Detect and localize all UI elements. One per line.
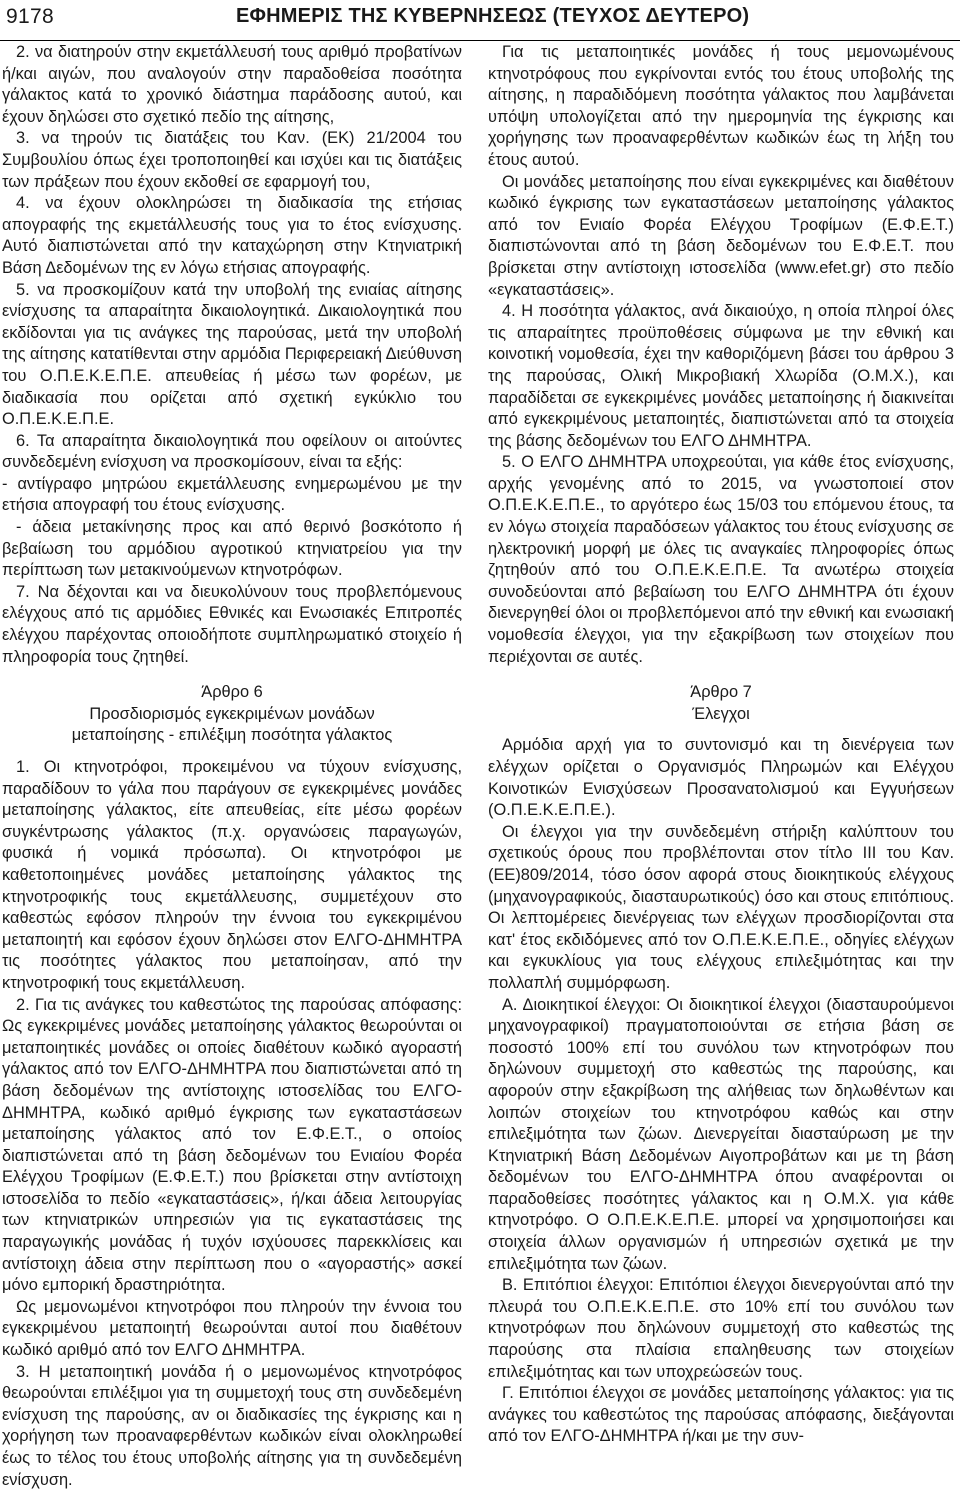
- document-body: [0, 40, 960, 1489]
- paragraph: Οι μονάδες μεταποίησης που είναι εγκεκριμένες και διαθέτουν κωδικό έγκρισης των εγκαταστάσεων μεταποίησης γάλακτος από τον Ενιαίο Φορέα Ελέγχου Τροφίμων (Ε.Φ.Ε.Τ.) διαπιστώνονται από τη βάση δεδομένων του Ε.Φ.Ε.Τ. που βρίσκεται στην αντίστοιχη ιστοσελίδα (www.efet.gr) στο πεδίο «εγκαταστάσεις».: [488, 172, 954, 299]
- paragraph: - άδεια μετακίνησης προς και από θερινό βοσκότοπο ή βεβαίωση του αρμόδιου αγροτικού κτηνιατρείου για την περίπτωση των μετακινούμενων κτηνοτρόφων.: [2, 518, 462, 580]
- paragraph: Οι έλεγχοι για την συνδεδεμένη στήριξη καλύπτουν του σχετικούς όρους που προβλέπονται στον τίτλο III του Καν. (ΕΕ)809/2014, τόσο όσον αφορά στους διοικητικούς ελέγχους (μηχανογραφικούς, διασταυρωτικούς) όσο και στους επιτόπιους. Οι λεπτομέρειες διενέργειας των ελέγχων προσδιορίζονται στα κατ' έτος εκδιδόμενες από τον Ο.Π.Ε.Κ.Ε.Π.Ε., οδηγίες ελέγχων και εγκυκλίους για τους ελέγχους επιλεξιμότητας και την πολλαπλή συμμόρφωση.: [488, 822, 954, 992]
- article-title: Άρθρο 7: [690, 683, 752, 702]
- paragraph: 2. να διατηρούν στην εκμετάλλευσή τους αριθμό προβατίνων ή/και αιγών, που αναλογούν στην παραδοθείσα ποσότητα γάλακτος κατά το χρονικό διάστημα παράδοσης αυτού, και έχουν δηλώσει στο σχετικό πεδίο της αίτησης,: [2, 43, 462, 126]
- paragraph: 2. Για τις ανάγκες του καθεστώτος της παρούσας απόφασης: Ως εγκεκριμένες μονάδες μεταποίησης γάλακτος θεωρούνται οι μεταποιητικές μονάδες οι οποίες διαθέτουν κωδικό αγοραστή γάλακτος από τον ΕΛΓΟ-ΔΗΜΗΤΡΑ που διαπιστώνεται από τη βάση δεδομένων της αντίστοιχης ιστοσελίδας του ΕΛΓΟ-ΔΗΜΗΤΡΑ, κωδικό αριθμό έγκρισης των εγκαταστάσεων μεταποίησης γάλακτος από τον Ε.Φ.Ε.Τ., ο οποίος διαπιστώνεται από τη βάση δεδομένων του Ενιαίου Φορέα Ελέγχου Τροφίμων (Ε.Φ.Ε.Τ.) που βρίσκεται στην αντίστοιχη ιστοσελίδα το πεδίο «εγκαταστάσεις», ή/και άδεια λειτουργίας των κτηνιατρικών υπηρεσιών για τις εγκαταστάσεις της παραγωγικής μονάδας ή τυχόν ισχύουσες παρεκκλίσεις και αντίστοιχη άδεια στην περίπτωση που ο «αγοραστής» ασκεί μόνο εμπορική δραστηριότητα.: [2, 995, 462, 1295]
- paragraph: Γ. Επιτόπιοι έλεγχοι σε μονάδες μεταποίησης γάλακτος: για τις ανάγκες του καθεστώτος της παρούσας απόφασης, διεξάγονται από τον ΕΛΓΟ-ΔΗΜΗΤΡΑ ή/και με την συν-: [488, 1384, 954, 1446]
- paragraph: 4. να έχουν ολοκληρώσει τη διαδικασία της ετήσιας απογραφής της εκμετάλλευσής τους για το έτος ενίσχυσης. Αυτό διαπιστώνεται από την καταχώρηση στην Κτηνιατρική Βάση Δεδομένων της εν λόγω ετήσιας απογραφής.: [2, 194, 462, 277]
- page-number: 9178: [6, 5, 54, 28]
- paragraph: 1. Οι κτηνοτρόφοι, προκειμένου να τύχουν ενίσχυσης, παραδίδουν το γάλα που παράγουν σε εγκεκριμένες μονάδες μεταποίησης γάλακτος, είτε απευθείας, είτε μέσω φορέων συγκέντρωσης γάλακτος (π.χ. οργανώσεις παραγωγών, φυσικά ή νομικά πρόσωπα). Οι κτηνοτρόφοι με καθετοποιημένες μονάδες μεταποίησης γάλακτος της κτηνοτροφικής τους εκμετάλλευσης, συμμετέχουν στο καθεστώς εφόσον πληρούν την έννοια του εγκεκριμένου μεταποιητή και εφόσον έχουν δηλώσει στον ΕΛΓΟ-ΔΗΜΗΤΡΑ τις ποσότητες γάλακτος που μεταποίησαν, από την κτηνοτροφική τους εκμετάλλευση.: [2, 758, 462, 992]
- page-header: [0, 0, 960, 41]
- article-7-heading: [488, 682, 954, 725]
- paragraph: 3. να τηρούν τις διατάξεις του Καν. (ΕΚ) 21/2004 του Συμβουλίου όπως έχει τροποποιηθεί και ισχύει και τις διατάξεις των πράξεων που έχουν εκδοθεί σε εφαρμογή του,: [2, 129, 462, 191]
- paragraph: 3. Η μεταποιητική μονάδα ή ο μεμονωμένος κτηνοτρόφος θεωρούνται επιλέξιμοι για τη συμμετοχή τους στη συνδεδεμένη ενίσχυση της παρούσης, αν οι διαδικασίες της έγκρισης και η χορήγηση των προαναφερθέντων κωδικών είναι ολοκληρωθεί έως το τέλος του έτους υποβολής αίτησης για τη συνδεδεμένη ενίσχυση.: [2, 1362, 462, 1489]
- paragraph: Αρμόδια αρχή για το συντονισμό και τη διενέργεια των ελέγχων ορίζεται ο Οργανισμός Πληρωμών και Ελέγχου Κοινοτικών Ενισχύσεων Προσανατολισμού και Εγγυήσεων (Ο.Π.Ε.Κ.Ε.Π.Ε.).: [488, 736, 954, 820]
- paragraph: 4. Η ποσότητα γάλακτος, ανά δικαιούχο, η οποία πληροί όλες τις απαραίτητες προϋποθέσεις σύμφωνα με την εθνική και κοινοτική νομοθεσία, έχει την καθοριζόμενη βάσει του άρθρου 3 της παρούσας, Ολική Μικροβιακή Χλωρίδα (Ο.Μ.Χ.), και παραδίδεται σε εγκεκριμένες μονάδες μεταποίησης ή διακινείται από εγκεκριμένους μεταποιητές, διαπιστώνεται από τα στοιχεία της βάσης δεδομένων του ΕΛΓΟ ΔΗΜΗΤΡΑ.: [488, 302, 954, 450]
- paragraph: Για τις μεταποιητικές μονάδες ή τους μεμονωμένους κτηνοτρόφους που εγκρίνονται εντός του έτους υποβολής της αίτησης, η παραδιδόμενη ποσότητα γάλακτος που λαμβάνεται υπόψη υπολογίζεται από την ημερομηνία της έγκρισης και χορήγησης των προαναφερθέντων κωδικών έως τη λήξη του έτους αυτού.: [488, 43, 954, 169]
- paragraph: 5. να προσκομίζουν κατά την υποβολή της ενιαίας αίτησης ενίσχυσης τα απαραίτητα δικαιολογητικά. Δικαιολογητικά που εκδίδονται για τις ανάγκες της παρούσας, μετά την υποβολή της αίτησης κατατίθενται στην αρμόδια Περιφερειακή Διεύθυνση του Ο.Π.Ε.Κ.Ε.Π.Ε. απευθείας ή μέσω των φορέων, με διαδικασία που ορίζεται από σχετική εγκύκλιο του Ο.Π.Ε.Κ.Ε.Π.Ε.: [2, 280, 463, 429]
- article-subtitle: μεταποίησης - επιλέξιμη ποσότητα γάλακτος: [71, 726, 393, 745]
- article-subtitle: Έλεγχοι: [692, 704, 750, 723]
- paragraph: - αντίγραφο μητρώου εκμετάλλευσης ενημερωμένου με την ετήσια απογραφή του έτους ενίσχυσης.: [2, 474, 462, 515]
- right-column: [488, 42, 954, 1446]
- paragraph: Ως μεμονωμένοι κτηνοτρόφοι που πληρούν την έννοια του εγκεκριμένου μεταποιητή θεωρούνται αυτοί που διαθέτουν κωδικό αριθμό από τον ΕΛΓΟ ΔΗΜΗΤΡΑ.: [2, 1297, 462, 1360]
- paragraph: Α. Διοικητικοί έλεγχοι: Οι διοικητικοί έλεγχοι (διασταυρούμενοι μηχανογραφικοί) πραγματοποιούνται σε ετήσια βάση σε ποσοστό 100% επί του συνόλου των κτηνοτρόφων που δηλώνουν συμμετοχή στο καθεστώς της παρούσης, και αφορούν στην εξακρίβωση της αλήθειας των δηλωθέντων και λοιπών στοιχείων του κτηνοτρόφου καθώς και στην επιλεξιμότητα των ζώων. Διενεργείται διασταύρωση με την Κτηνιατρική Βάση Δεδομένων Αιγοπροβάτων και με τη βάση δεδομένων του ΕΛΓΟ-ΔΗΜΗΤΡΑ όπου αναφέρονται οι παραδοθείσες ποσότητες γάλακτος και η Ο.Μ.Χ. για κάθε κτηνοτρόφο. Ο Ο.Π.Ε.Κ.Ε.Π.Ε. μπορεί να χρησιμοποιήσει και στοιχεία άλλων οργανισμών ή υπηρεσιών σχετικά με την επιλεξιμότητα των ζώων.: [488, 995, 954, 1273]
- article-subtitle: Προσδιορισμός εγκεκριμένων μονάδων: [89, 704, 375, 723]
- left-column: [2, 42, 463, 1489]
- paragraph: Β. Επιτόπιοι έλεγχοι: Επιτόπιοι έλεγχοι διενεργούνται από την πλευρά του Ο.Π.Ε.Κ.Ε.Π.Ε. στο 10% επί του συνόλου των κτηνοτρόφων που δηλώνουν συμμετοχή στο καθεστώς της παρούσης στα πλαίσια επαληθευσης των στοιχείων επιλεξιμότητας και των υποχρεώσεών τους.: [488, 1276, 954, 1381]
- paragraph: 7. Να δέχονται και να διευκολύνουν τους προβλεπόμενους ελέγχους από τις αρμόδιες Εθνικές και Ενωσιακές Επιτροπές ελέγχου παρέχοντας οποιοδήποτε συμπληρωματικό στοιχείο ή πληροφορία τους ζητηθεί.: [2, 582, 462, 666]
- paragraph: 5. Ο ΕΛΓΟ ΔΗΜΗΤΡΑ υποχρεούται, για κάθε έτος ενίσχυσης, αρχής γενομένης από το 2015, να γνωστοποιεί στον Ο.Π.Ε.Κ.Ε.Π.Ε., το αργότερο έως 15/03 του επόμενου έτους, τα εν λόγω στοιχεία παραδόσεων γάλακτος του έτους ενίσχυσης σε ηλεκτρονική μορφή με όλες τις αναγκαίες πληροφορίες όπως ζητηθούν από του Ο.Π.Ε.Κ.Ε.Π.Ε. Τα ανωτέρω στοιχεία συνοδεύονται από βεβαίωση του ΕΛΓΟ ΔΗΜΗΤΡΑ ότι έχουν διενεργηθεί όλοι οι προβλεπόμενοι από την εθνική και ενωσιακή νομοθεσία έλεγχοι, για την εξακρίβωση των στοιχείων που περιέχονται σε αυτές.: [488, 453, 954, 666]
- article-6-heading: [2, 682, 462, 747]
- journal-title: ΕΦΗΜΕΡΙΣ ΤΗΣ ΚΥΒΕΡΝΗΣΕΩΣ (ΤΕΥΧΟΣ ΔΕΥΤΕΡΟ): [236, 5, 750, 27]
- paragraph: 6. Τα απαραίτητα δικαιολογητικά που οφείλουν οι αιτούντες συνδεδεμένη ενίσχυση να προσκομίσουν, είναι τα εξής:: [2, 431, 462, 472]
- article-title: Άρθρο 6: [201, 683, 263, 702]
